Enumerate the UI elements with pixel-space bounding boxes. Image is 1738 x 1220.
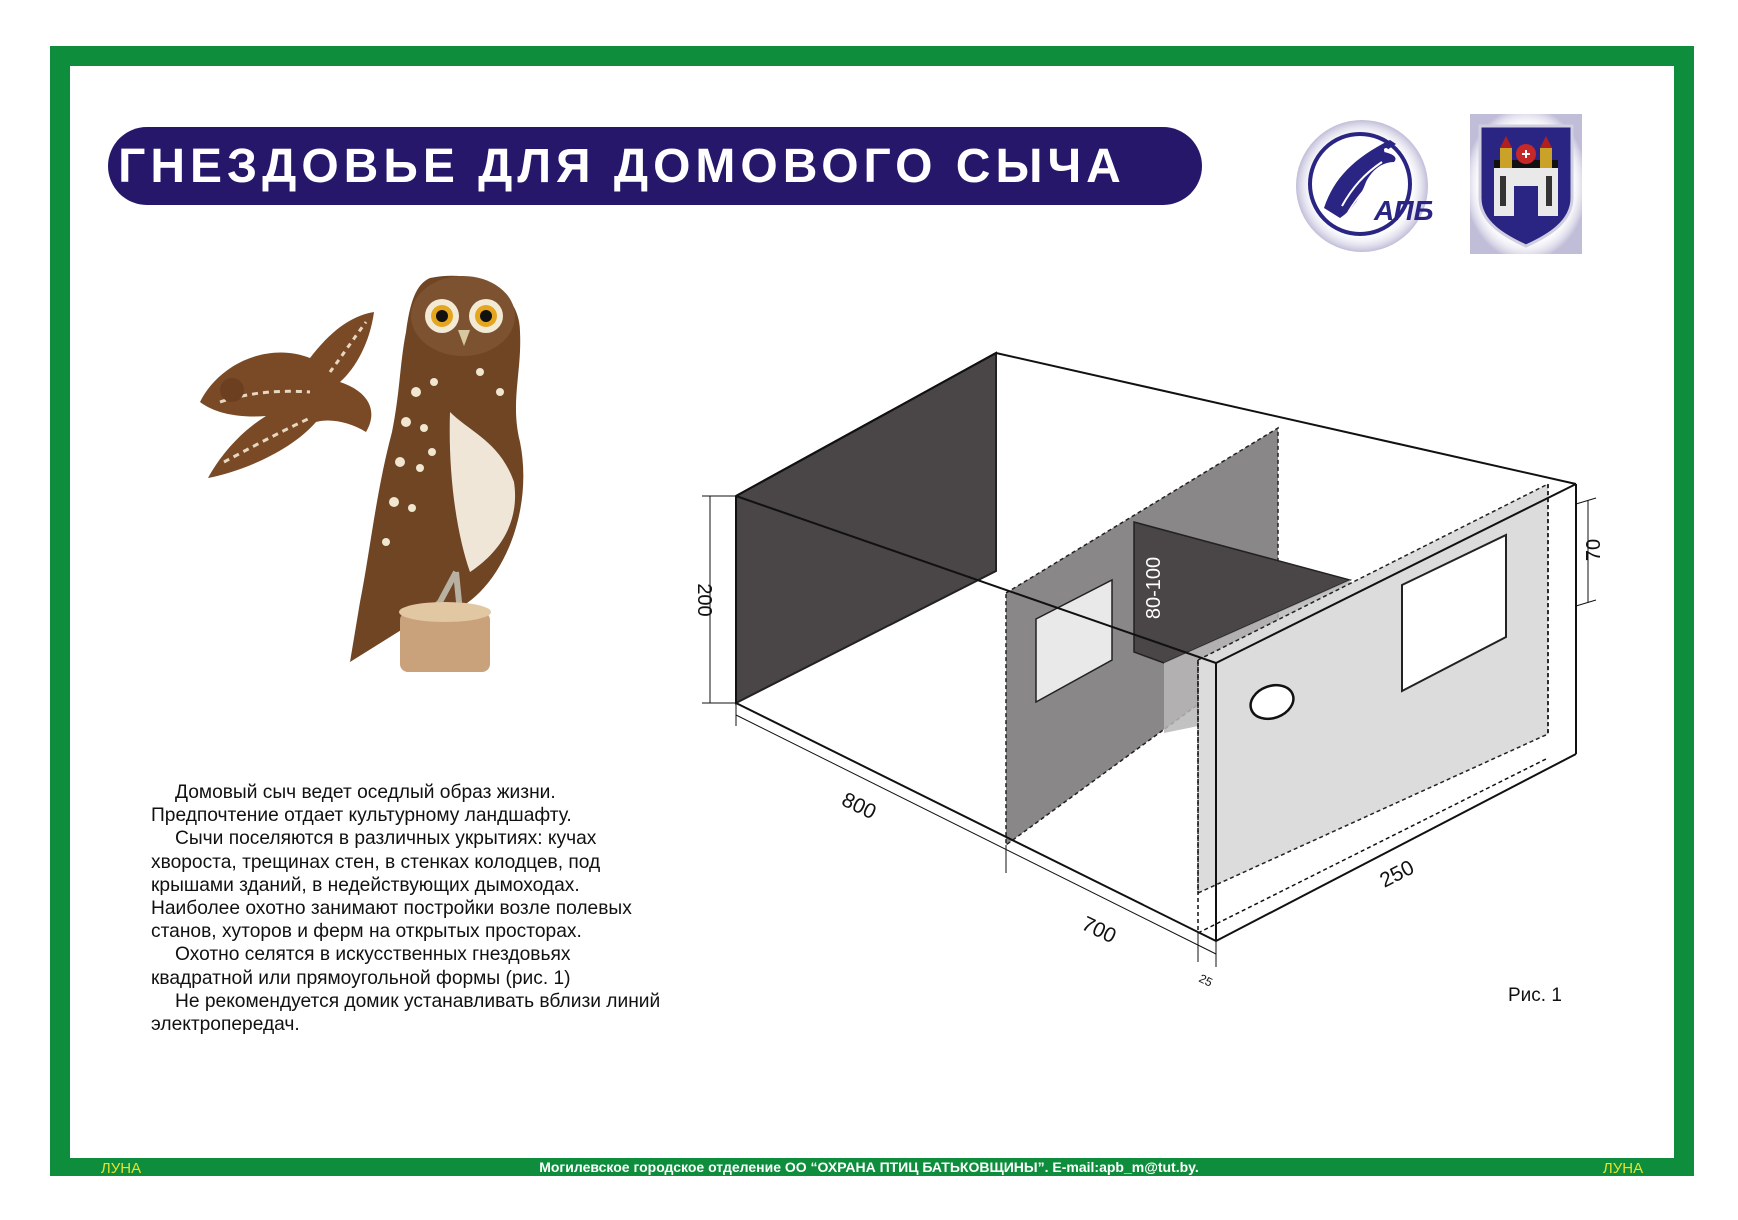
length-label-1: 800 [838,788,880,825]
window-label: 70 [1583,538,1605,562]
owl-illustration [180,272,600,692]
length-label-2: 700 [1078,912,1120,949]
nestbox-diagram [680,340,1620,1000]
luna-left-text: ЛУНА [100,1160,142,1176]
footer-credit: Могилевское городское отделение ОО “ОХРАНА ПТИЦ БАТЬКОВЩИНЫ”. E-mail:apb_m@tut.by. [539,1159,1199,1175]
luna-logo-right [1598,1158,1648,1176]
perched-owl-icon [350,276,523,672]
paragraph-1: Домовый сыч ведет оседлый образ жизни. Предпочтение отдает культурному ландшафту. [151,782,572,827]
page-title: ГНЕЗДОВЬЕ ДЛЯ ДОМОВОГО СЫЧА [118,139,1126,193]
paragraph-4: Не рекомендуется домик устанавливать вблизи линий электропередач. [151,990,661,1036]
height-label: 200 [693,583,715,617]
thickness-label: 25 [1196,971,1215,990]
depth-label: 250 [1376,856,1418,893]
apb-bird-logo [1294,118,1434,258]
paragraph-3: Охотно селятся в искусственных гнездовьях квадратной или прямоугольной формы (рис. 1) [151,944,571,989]
title-banner [108,127,1202,205]
luna-logo-left [96,1158,146,1176]
flying-owl-icon [200,312,374,478]
apb-logo-text: АПБ [1374,195,1434,226]
back-left-wall [736,353,996,703]
coat-of-arms-logo [1470,114,1582,254]
description-text [151,781,671,1036]
luna-right-text: ЛУНА [1602,1160,1644,1176]
paragraph-2: Сычи поселяются в различных укрытиях: кучах хвороста, трещинах стен, в стенках колодцев, под крышами зданий, в недействующих дымоходах. Наиболее охотно занимают постройки возле полевых станов, хуторов и ферм на открытых просторах. [151,828,632,943]
figure-label: Рис. 1 [1508,985,1562,1006]
entrance-label: 80-100 [1143,556,1165,620]
